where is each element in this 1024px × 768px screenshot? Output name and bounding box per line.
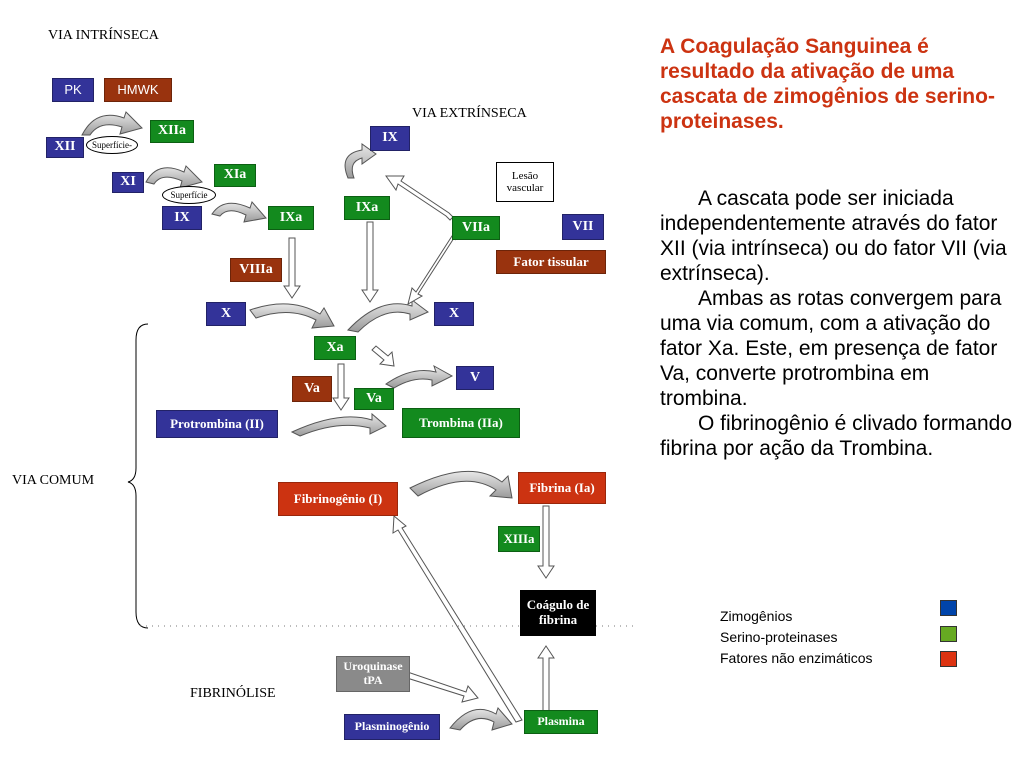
node-xiiia: XIIIa	[498, 526, 540, 552]
node-x-right: X	[434, 302, 474, 326]
paragraph-1: A cascata pode ser iniciada independentemente através do fator XII (via intrínseca) ou do fator VII (via extrínseca).	[660, 187, 1007, 285]
via-intrinseca-label: VIA INTRÍNSECA	[48, 28, 159, 43]
node-x-left: X	[206, 302, 246, 326]
node-xii: XII	[46, 137, 84, 158]
heading-text: A Coagulação Sanguinea é resultado da ativação de uma cascata de zimogênios de serino-proteinases.	[660, 35, 995, 133]
node-va-center: Va	[354, 388, 394, 410]
node-viiia: VIIIa	[230, 258, 282, 282]
legend-label-serino: Serino-proteinases	[720, 629, 838, 645]
node-coagulo: Coágulo de fibrina	[520, 590, 596, 636]
node-uroquinase: Uroquinase tPA	[336, 656, 410, 692]
node-plasmina: Plasmina	[524, 710, 598, 734]
legend-label-fatores: Fatores não enzimáticos	[720, 650, 873, 666]
node-fibrinogenio: Fibrinogênio (I)	[278, 482, 398, 516]
node-ixa-center: IXa	[344, 196, 390, 220]
node-trombina: Trombina (IIa)	[402, 408, 520, 438]
node-fator-tissular: Fator tissular	[496, 250, 606, 274]
node-xiia: XIIa	[150, 120, 194, 143]
legend-label-zimogenios: Zimogênios	[720, 608, 793, 624]
node-ix-left: IX	[162, 206, 202, 230]
node-ix-top: IX	[370, 126, 410, 151]
legend-swatch-serino	[940, 626, 957, 642]
via-extrinseca-label: VIA EXTRÍNSECA	[412, 106, 527, 121]
node-viia: VIIa	[452, 216, 500, 240]
fibrinolise-label: FIBRINÓLISE	[190, 686, 276, 701]
node-plasminogenio: Plasminogênio	[344, 714, 440, 740]
legend-swatch-zimogenios	[940, 600, 957, 616]
paragraph-2: Ambas as rotas convergem para uma via comum, com a ativação do fator Xa. Este, em presença de fator Va, converte protrombina em trombina.	[660, 287, 1002, 410]
node-xa: Xa	[314, 336, 356, 360]
superficie-oval-2: Superfície	[162, 186, 216, 204]
node-xi: XI	[112, 172, 144, 193]
node-pk: PK	[52, 78, 94, 102]
node-hmwk: HMWK	[104, 78, 172, 102]
superficie-oval-1: Superfície-	[86, 136, 138, 154]
legend-swatch-fatores	[940, 651, 957, 667]
explanation-text	[660, 186, 1022, 461]
node-fibrina: Fibrina (Ia)	[518, 472, 606, 504]
node-vii: VII	[562, 214, 604, 240]
node-xia: XIa	[214, 164, 256, 187]
node-v: V	[456, 366, 494, 390]
node-protrombina: Protrombina (II)	[156, 410, 278, 438]
node-va-left: Va	[292, 376, 332, 402]
node-ixa-left: IXa	[268, 206, 314, 230]
lesao-vascular-box: Lesão vascular	[496, 162, 554, 202]
via-comum-label: VIA COMUM	[12, 473, 95, 488]
paragraph-3: O fibrinogênio é clivado formando fibrina por ação da Trombina.	[660, 412, 1013, 460]
